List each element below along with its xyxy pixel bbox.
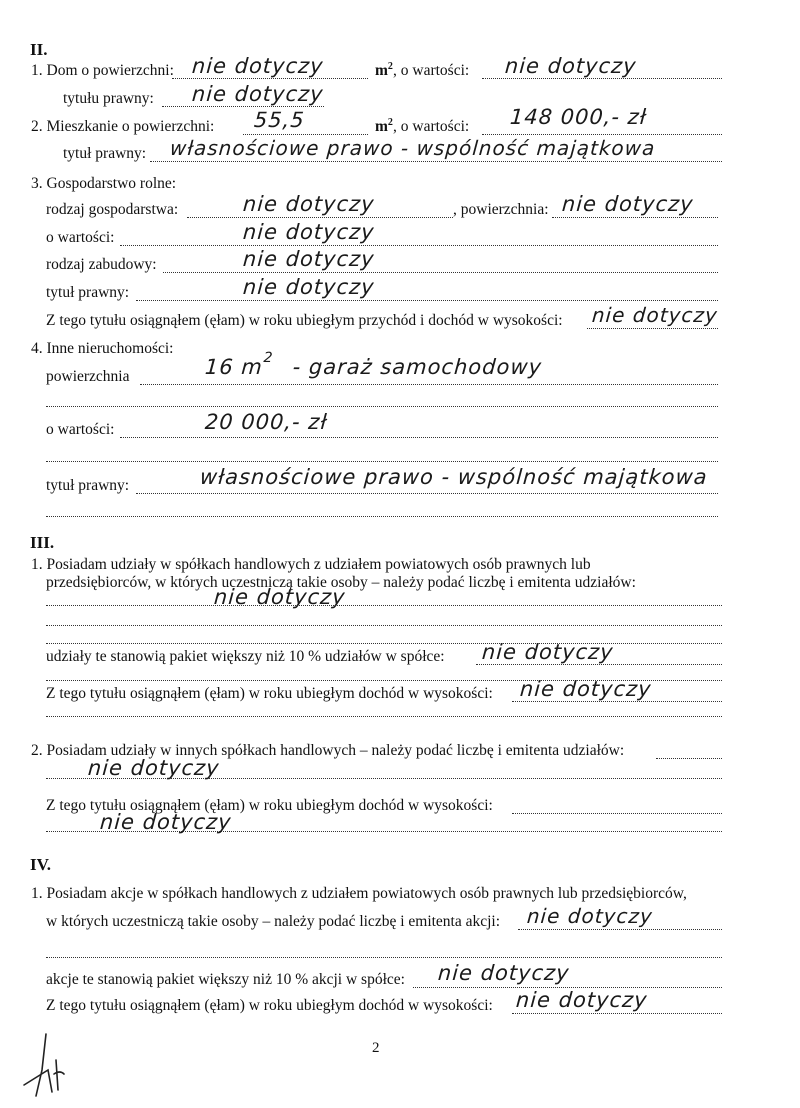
dom-powierzchnia-value: nie dotyczy (191, 54, 325, 78)
dom-wartosc-field[interactable] (482, 78, 722, 79)
mieszkanie-wartosc-label: , o wartości: (393, 118, 470, 135)
mieszkanie-tytul-value: własnościowe prawo - wspólność majątkowa (169, 136, 657, 160)
gosp-rodzaj-label: rodzaj gospodarstwa: (46, 201, 179, 218)
gosp-wartosc-field[interactable] (120, 245, 718, 246)
gospodarstwo-label: 3. Gospodarstwo rolne: (31, 175, 177, 192)
gosp-zabudowa-field[interactable] (163, 272, 718, 273)
akcje1-value: nie dotyczy (526, 904, 654, 928)
inne-extra-line-3[interactable] (46, 516, 718, 517)
gosp-wartosc-value: nie dotyczy (242, 220, 376, 244)
udzialy1-value: nie dotyczy (213, 585, 347, 609)
gosp-rodzaj-field[interactable] (187, 217, 453, 218)
akcje1-dochod-field[interactable] (512, 1013, 722, 1014)
dom-wartosc-label: , o wartości: (393, 62, 470, 79)
udzialy1-field-3[interactable] (46, 643, 722, 644)
gosp-powierzchnia-label: , powierzchnia: (453, 201, 549, 218)
akcje1-pakiet-label: akcje te stanowią pakiet większy niż 10 % akcji w spółce: (46, 971, 405, 988)
gosp-dochod-label: Z tego tytułu osiągnąłem (ęłam) w roku ubiegłym przychód i dochód w wysokości: (46, 312, 563, 329)
inne-nieruchomosci-label: 4. Inne nieruchomości: (31, 340, 174, 357)
dom-powierzchnia-field[interactable] (172, 78, 368, 79)
akcje1-text-line2: w których uczestniczą takie osoby – należy podać liczbę i emitenta akcji: (46, 913, 501, 930)
inne-powierzchnia-field[interactable] (140, 384, 718, 385)
udzialy1-dochod-field[interactable] (512, 701, 722, 702)
udzialy1-field-2[interactable] (46, 625, 722, 626)
akcje1-text-line1: 1. Posiadam akcje w spółkach handlowych z udziałem powiatowych osób prawnych lub przedsiębiorców, (31, 885, 687, 902)
mieszkanie-label: 2. Mieszkanie o powierzchni: (31, 118, 215, 135)
gosp-tytul-value: nie dotyczy (242, 275, 376, 299)
akcje1-dochod-label: Z tego tytułu osiągnąłem (ęłam) w roku ubiegłym dochód w wysokości: (46, 997, 493, 1014)
gosp-powierzchnia-value: nie dotyczy (561, 192, 695, 216)
section-heading-ii: II. (30, 40, 48, 59)
udzialy1-text-line2: przedsiębiorców, w których uczestniczą takie osoby – należy podać liczbę i emitenta udziałów: (46, 574, 636, 591)
mieszkanie-powierzchnia-field[interactable] (243, 134, 368, 135)
akcje1-pakiet-value: nie dotyczy (437, 961, 571, 985)
section-heading-iii: III. (30, 533, 55, 552)
akcje1-field-extra[interactable] (46, 957, 722, 958)
inne-powierzchnia-value: 16 $m^2$ - garaż samochodowy (204, 350, 543, 379)
signature-icon (18, 1030, 78, 1100)
mieszkanie-tytul-label: tytuł prawny: (63, 145, 147, 162)
gosp-wartosc-label: o wartości: (46, 229, 115, 246)
mieszkanie-wartosc-field[interactable] (482, 134, 722, 135)
udzialy1-pakiet-value: nie dotyczy (481, 640, 615, 664)
mieszkanie-tytul-field[interactable] (150, 161, 722, 162)
dom-label: 1. Dom o powierzchni: (31, 62, 174, 79)
udzialy1-dochod-extra[interactable] (46, 716, 722, 717)
udzialy2-value: nie dotyczy (87, 756, 221, 780)
m2-unit-2: $m^2$ (375, 116, 393, 135)
inne-tytul-field[interactable] (136, 493, 718, 494)
akcje1-dochod-value: nie dotyczy (515, 988, 649, 1012)
inne-powierzchnia-label: powierzchnia (46, 368, 130, 385)
udzialy1-pakiet-field[interactable] (476, 664, 722, 665)
udzialy2-dochod-field-head[interactable] (512, 813, 722, 814)
mieszkanie-powierzchnia-value: 55,5 (253, 108, 306, 132)
dom-tytul-label: tytułu prawny: (63, 90, 154, 107)
mieszkanie-wartosc-value: 148 000,- zł (509, 105, 648, 129)
udzialy1-text-line1: 1. Posiadam udziały w spółkach handlowych z udziałem powiatowych osób prawnych lub (31, 556, 591, 573)
dom-wartosc-value: nie dotyczy (504, 54, 638, 78)
udzialy2-dochod-value: nie dotyczy (99, 810, 233, 834)
inne-extra-line-2[interactable] (46, 461, 718, 462)
gosp-dochod-value: nie dotyczy (591, 303, 719, 327)
gosp-tytul-label: tytuł prawny: (46, 284, 130, 301)
udzialy2-text: 2. Posiadam udziały w innych spółkach handlowych – należy podać liczbę i emitenta udziałów: (31, 742, 625, 759)
gosp-zabudowa-label: rodzaj zabudowy: (46, 256, 157, 273)
inne-tytul-label: tytuł prawny: (46, 477, 130, 494)
inne-tytul-value: własnościowe prawo - wspólność majątkowa (199, 465, 709, 489)
udzialy1-dochod-label: Z tego tytułu osiągnąłem (ęłam) w roku ubiegłym dochód w wysokości: (46, 685, 493, 702)
akcje1-field[interactable] (518, 929, 722, 930)
udzialy2-dochod-label: Z tego tytułu osiągnąłem (ęłam) w roku ubiegłym dochód w wysokości: (46, 797, 493, 814)
inne-wartosc-label: o wartości: (46, 421, 115, 438)
udzialy1-pakiet-label: udziały te stanowią pakiet większy niż 10 % udziałów w spółce: (46, 648, 445, 665)
udzialy2-field-head[interactable] (656, 758, 722, 759)
gosp-dochod-field[interactable] (587, 328, 718, 329)
inne-wartosc-field[interactable] (120, 437, 718, 438)
section-heading-iv: IV. (30, 855, 51, 874)
m2-unit-1: $m^2$ (375, 60, 393, 79)
page-number: 2 (372, 1040, 380, 1056)
inne-wartosc-value: 20 000,- zł (204, 410, 329, 434)
dom-tytul-value: nie dotyczy (191, 82, 325, 106)
udzialy1-dochod-value: nie dotyczy (519, 677, 653, 701)
gosp-tytul-field[interactable] (136, 300, 718, 301)
inne-extra-line-1[interactable] (46, 406, 718, 407)
gosp-rodzaj-value: nie dotyczy (242, 192, 376, 216)
gosp-powierzchnia-field[interactable] (552, 217, 718, 218)
gosp-zabudowa-value: nie dotyczy (242, 247, 376, 271)
udzialy1-field-1[interactable] (46, 605, 722, 606)
dom-tytul-field[interactable] (162, 106, 324, 107)
